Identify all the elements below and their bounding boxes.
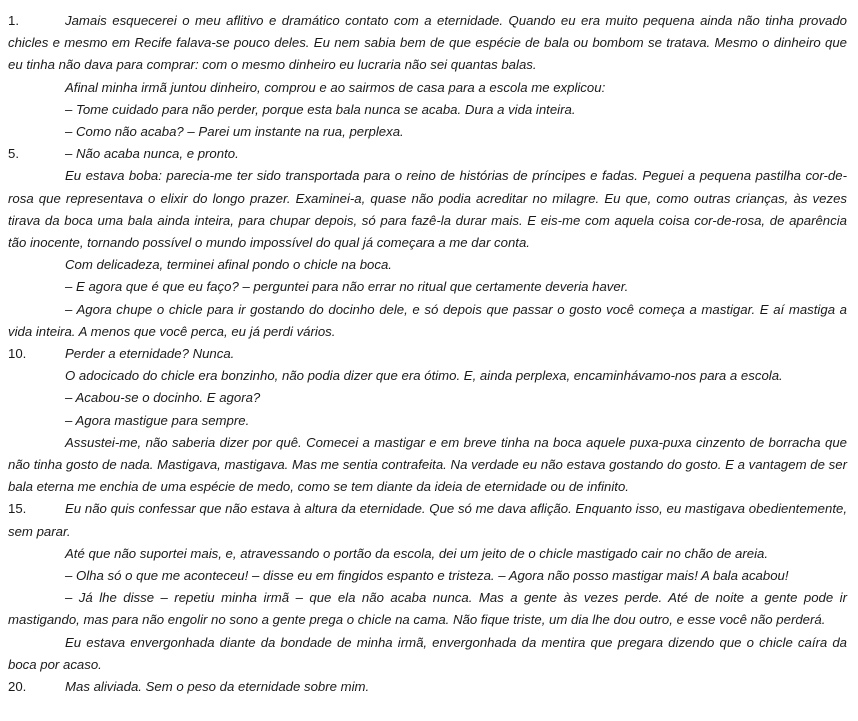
paragraph-19: Eu estava envergonhada diante da bondade de minha irmã, envergonhada da mentira que pregara dizendo que o chicle caíra da boca por acaso. <box>8 634 847 672</box>
paragraph-6: Eu estava boba: parecia-me ter sido transportada para o reino de histórias de príncipes e fadas. Peguei a pequena pastilha cor-de-rosa que representava o elixir do longo prazer. Examinei-a, quase não podia acreditar no milagre. Eu que, como outras crianças, às vezes tirava da boca uma bala ainda inteira, para chupar depois, só para fazê-la durar mais. E eis-me com aquela coisa cor-de-rosa, de aparência tão inocente, tornando possível o mundo impossível do qual já começara a me dar conta. <box>8 168 847 251</box>
paragraph-text: Eu não quis confessar que não estava à altura da eternidade. Que só me dava aflição. Enquanto isso, eu mastigava obedientemente, sem parar. <box>8 501 847 539</box>
paragraph-11: O adocicado do chicle era bonzinho, não podia dizer que era ótimo. E, ainda perplexa, encaminhávamo-nos para a escola. <box>65 368 783 384</box>
paragraph-9: – Agora chupe o chicle para ir gostando do docinho dele, e só depois que passar o gosto você começa a mastigar. E aí mastiga a vida inteira. A menos que você perca, eu já perdi vários. <box>8 301 847 339</box>
paragraph-text: – Não acaba nunca, e pronto. <box>65 146 239 162</box>
paragraph-13: – Agora mastigue para sempre. <box>65 412 250 428</box>
paragraph-17: – Olha só o que me aconteceu! – disse eu em fingidos espanto e tristeza. – Agora não posso mastigar mais! A bala acabou! <box>65 568 789 584</box>
paragraph-4: – Como não acaba? – Parei um instante na rua, perplexa. <box>65 124 404 140</box>
paragraph-10 <box>8 343 847 365</box>
line-number: 1. <box>8 13 19 28</box>
paragraph-text: Perder a eternidade? Nunca. <box>65 346 235 362</box>
line-number: 5. <box>8 146 19 162</box>
line-number: 10. <box>8 346 27 362</box>
paragraph-2: Afinal minha irmã juntou dinheiro, comprou e ao sairmos de casa para a escola me explicou: <box>65 79 606 95</box>
paragraph-15 <box>8 498 847 542</box>
paragraph-1 <box>8 10 847 77</box>
line-number: 20. <box>8 679 27 695</box>
paragraph-text: Jamais esquecerei o meu aflitivo e dramático contato com a eternidade. Quando eu era muito pequena ainda não tinha provado chicles e mesmo em Recife falava-se pouco deles. Eu nem sabia bem de que espécie de bala ou bombom se tratava. Mesmo o dinheiro que eu tinha não dava para comprar: com o mesmo dinheiro eu lucraria não sei quantas balas. <box>8 13 847 73</box>
line-number: 15. <box>8 501 27 517</box>
paragraph-7: Com delicadeza, terminei afinal pondo o chicle na boca. <box>65 257 392 273</box>
paragraph-16: Até que não suportei mais, e, atravessando o portão da escola, dei um jeito de o chicle mastigado cair no chão de areia. <box>65 545 769 561</box>
paragraph-text: Mas aliviada. Sem o peso da eternidade sobre mim. <box>65 679 370 695</box>
paragraph-18: – Já lhe disse – repetiu minha irmã – que ela não acaba nunca. Mas a gente às vezes perde. Até de noite a gente pode ir mastigando, mas para não engolir no sono a gente prega o chicle na cama. Não fique triste, um dia lhe dou outro, e esse você não perderá. <box>8 590 847 628</box>
paragraph-14: Assustei-me, não saberia dizer por quê. Comecei a mastigar e em breve tinha na boca aquele puxa-puxa cinzento de borracha que não tinha gosto de nada. Mastigava, mastigava. Mas me sentia contrafeita. Na verdade eu não estava gostando do gosto. E a vantagem de ser bala eterna me enchia de uma espécie de medo, como se tem diante da ideia de eternidade ou de infinito. <box>8 434 847 495</box>
paragraph-3: – Tome cuidado para não perder, porque esta bala nunca se acaba. Dura a vida inteira. <box>65 101 576 117</box>
paragraph-20 <box>8 676 847 698</box>
paragraph-5 <box>8 143 847 165</box>
paragraph-8: – E agora que é que eu faço? – perguntei para não errar no ritual que certamente deveria haver. <box>65 279 629 295</box>
paragraph-12: – Acabou-se o docinho. E agora? <box>65 390 261 406</box>
